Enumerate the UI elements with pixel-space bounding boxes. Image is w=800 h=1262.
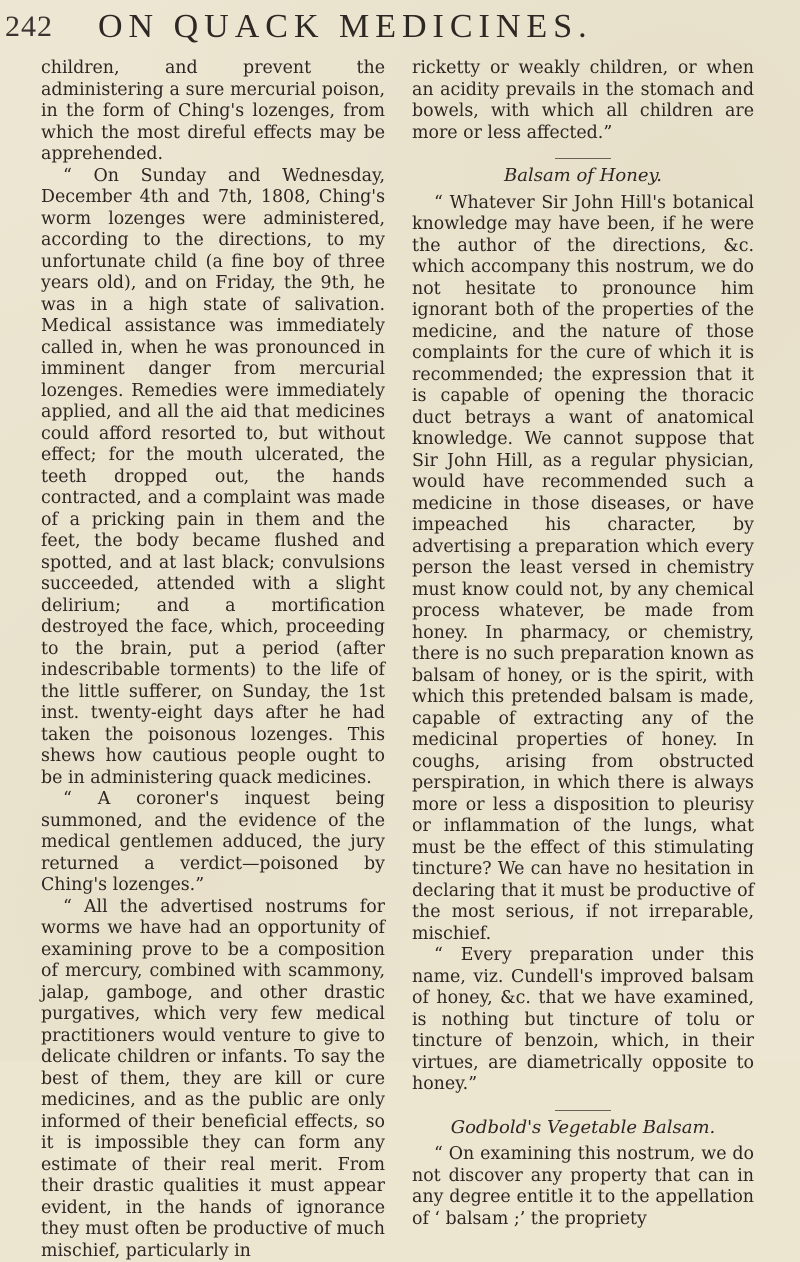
section-divider bbox=[555, 158, 611, 159]
running-title: ON QUACK MEDICINES. bbox=[98, 8, 593, 46]
section-heading-balsam-of-honey: Balsam of Honey. bbox=[412, 165, 754, 187]
right-paragraph-3: “ Every preparation under this name, viz. Cundell's improved balsam of honey, &c. that we have examined, is nothing but tincture of tolu or tincture of benzoin, which, in their virtues, are diametrically opposite to honey.” bbox=[412, 945, 754, 1096]
page-header bbox=[0, 8, 800, 52]
page-number: 242 bbox=[5, 10, 53, 44]
right-paragraph-1: ricketty or weakly children, or when an acidity prevails in the stomach and bowels, with which all children are more or less affected.” bbox=[412, 58, 754, 144]
left-column bbox=[41, 58, 385, 1262]
right-column bbox=[412, 58, 754, 1230]
section-divider bbox=[555, 1110, 611, 1111]
left-paragraph-4: “ All the advertised nostrums for worms we have had an opportunity of examining prove to be a composition of mercury, combined with scammony, jalap, gamboge, and other drastic purgatives, which very few medical practitioners would venture to give to delicate children or infants. To say the best of them, they are kill or cure medicines, and as the public are only informed of their beneficial effects, so it is impossible they can form any estimate of their real merit. From their drastic qualities it must appear evident, in the hands of ignorance they must often be productive of much mischief, particularly in bbox=[41, 897, 385, 1262]
section-heading-godbolds-balsam: Godbold's Vegetable Balsam. bbox=[412, 1117, 754, 1139]
right-paragraph-2: “ Whatever Sir John Hill's botanical knowledge may have been, if he were the author of the directions, &c. which accompany this nostrum, we do not hesitate to pronounce him ignorant both of the properties of the medicine, and the nature of those complaints for the cure of which it is recommended; the expression that it is capable of opening the thoracic duct betrays a want of anatomical knowledge. We cannot suppose that Sir John Hill, as a regular physician, would have recommended such a medicine in those diseases, or have impeached his character, by advertising a preparation which every person the least versed in chemistry must know could not, by any chemical process whatever, be made from honey. In pharmacy, or chemistry, there is no such preparation known as balsam of honey, or is the spirit, with which this pretended balsam is made, capable of extracting any of the medicinal properties of honey. In coughs, arising from obstructed perspiration, in which there is always more or less a disposition to pleurisy or inflammation of the lungs, what must be the effect of this stimulating tincture? We can have no hesitation in declaring that it must be productive of the most serious, if not irreparable, mischief. bbox=[412, 193, 754, 946]
left-paragraph-3: “ A coroner's inquest being summoned, and the evidence of the medical gentlemen adduced, the jury returned a verdict—poisoned by Ching's lozenges.” bbox=[41, 789, 385, 897]
left-paragraph-2: “ On Sunday and Wednesday, December 4th and 7th, 1808, Ching's worm lozenges were administered, according to the directions, to my unfortunate child (a fine boy of three years old), and on Friday, the 9th, he was in a high state of salivation. Medical assistance was immediately called in, when he was pronounced in imminent danger from mercurial lozenges. Remedies were immediately applied, and all the aid that medicines could afford resorted to, but without effect; for the mouth ulcerated, the teeth dropped out, the hands contracted, and a complaint was made of a pricking pain in them and the feet, the body became flushed and spotted, and at last black; convulsions succeeded, attended with a slight delirium; and a mortification destroyed the face, which, proceeding to the brain, put a period (after indescribable torments) to the life of the little sufferer, on Sunday, the 1st inst. twenty-eight days after he had taken the poisonous lozenges. This shews how cautious people ought to be in administering quack medicines. bbox=[41, 166, 385, 790]
left-paragraph-1: children, and prevent the administering a sure mercurial poison, in the form of Ching's lozenges, from which the most direful effects may be apprehended. bbox=[41, 58, 385, 166]
right-paragraph-4: “ On examining this nostrum, we do not discover any property that can in any degree entitle it to the appellation of ‘ balsam ;’ the propriety bbox=[412, 1144, 754, 1230]
